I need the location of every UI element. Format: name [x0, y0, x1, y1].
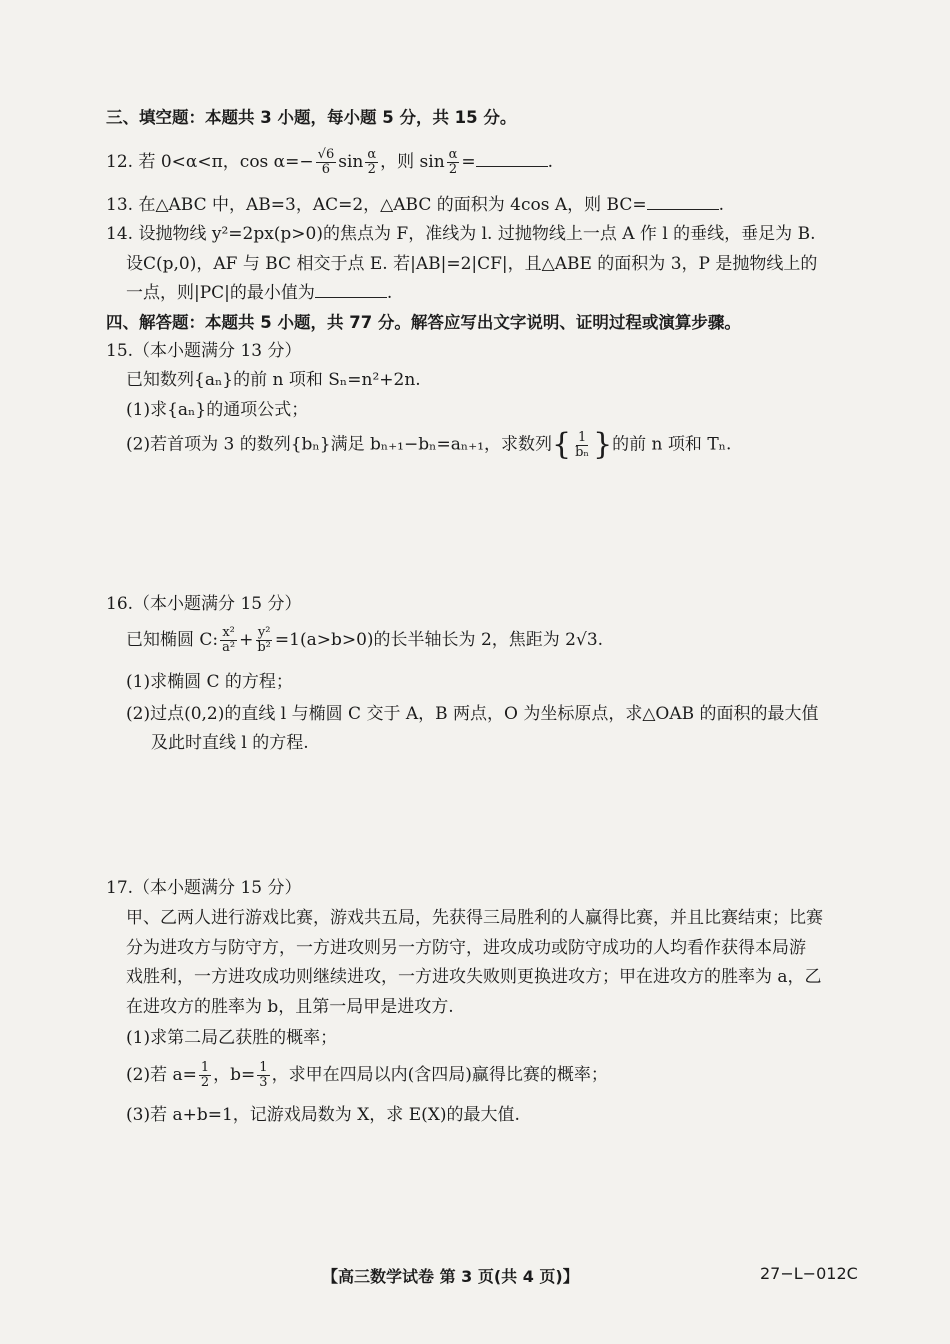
q12-mid: sin — [338, 152, 364, 172]
q14-answer-blank[interactable] — [315, 281, 387, 298]
q16-plus: + — [239, 630, 254, 650]
q17-frac-a: $\frac{1}{2}$ — [200, 1060, 210, 1090]
q15-stem: 已知数列{aₙ}的前 n 项和 Sₙ=n²+2n. — [126, 370, 421, 390]
q16-part-2a: (2)过点(0,2)的直线 l 与椭圆 C 交于 A，B 两点，O 为坐标原点，求△OAB 的面积的最大值 — [126, 704, 819, 724]
q17-title: 17.（本小题满分 15 分） — [106, 878, 302, 898]
q15-p2-lead: (2)若首项为 3 的数列{bₙ}满足 bₙ₊₁−bₙ=aₙ₊₁，求数列 — [126, 434, 553, 455]
q16-title: 16.（本小题满分 15 分） — [106, 594, 302, 614]
q17-p2-tail: ，求甲在四局以内(含四局)赢得比赛的概率； — [271, 1065, 608, 1085]
q12-end: . — [547, 152, 554, 172]
question-12 — [106, 148, 553, 177]
q14-end: . — [386, 283, 393, 303]
q16-frac-a: $\frac{\text{x²}}{\text{a²}}$ — [222, 625, 236, 655]
q17-part-2 — [126, 1061, 608, 1090]
q12-tail: = — [461, 152, 476, 172]
q12-mid2: ，则 sin — [380, 152, 445, 172]
q17-part-1: (1)求第二局乙获胜的概率； — [126, 1028, 338, 1048]
q12-frac-3: $\frac{\alpha}{2}$ — [448, 147, 458, 177]
q17-p2-lead: (2)若 a= — [126, 1065, 197, 1085]
question-13 — [106, 193, 724, 217]
q16-stem — [126, 626, 603, 655]
q17-line-3: 戏胜利，一方进攻成功则继续进攻，一方进攻失败则更换进攻方；甲在进攻方的胜率为 a，乙 — [126, 967, 822, 987]
q17-part-3: (3)若 a+b=1，记游戏局数为 X，求 E(X)的最大值. — [126, 1105, 520, 1125]
q15-part-2: (2)若首项为 3 的数列{bₙ}满足 bₙ₊₁−bₙ=aₙ₊₁，求数列{ $\frac{1}{\text{bₙ}}$ }的前 n 项和 Tₙ. — [126, 427, 732, 462]
q14-line-3: 一点，则|PC|的最小值为 — [126, 283, 315, 303]
q14-line-1: 14. 设抛物线 y²=2px(p>0)的焦点为 F，准线为 l. 过抛物线上一点 A 作 l 的垂线，垂足为 B. — [106, 224, 816, 244]
exam-code: 27−L−012C — [760, 1264, 858, 1283]
q16-stem-lead: 已知椭圆 C: — [126, 630, 219, 650]
q16-stem-tail: =1(a>b>0)的长半轴长为 2，焦距为 2√3. — [274, 630, 604, 650]
q17-line-2: 分为进攻方与防守方，一方进攻则另一方防守，进攻成功或防守成功的人均看作获得本局游 — [126, 938, 806, 958]
q12-frac-2: $\frac{\alpha}{2}$ — [367, 147, 377, 177]
q13-text: 13. 在△ABC 中，AB=3，AC=2，△ABC 的面积为 4cos A，则 BC= — [106, 195, 647, 215]
q15-title: 15.（本小题满分 13 分） — [106, 341, 302, 361]
section4-heading: 四、解答题：本题共 5 小题，共 77 分。解答应写出文字说明、证明过程或演算步骤。 — [106, 313, 741, 332]
q12-frac-1: $\frac{√6}{6}$ — [317, 147, 335, 177]
q12-lead: 12. 若 0<α<π，cos α=− — [106, 152, 314, 172]
q15-p2-frac: $\frac{1}{\text{bₙ}}$ — [575, 429, 590, 460]
q16-frac-b: $\frac{\text{y²}}{\text{b²}}$ — [257, 625, 271, 655]
q17-p2-mid: ，b= — [213, 1065, 256, 1085]
q17-line-4: 在进攻方的胜率为 b，且第一局甲是进攻方. — [126, 997, 454, 1017]
q16-part-2b: 及此时直线 l 的方程. — [151, 733, 309, 753]
page-footer: 【高三数学试卷 第 3 页(共 4 页)】 — [322, 1267, 579, 1286]
q12-answer-blank[interactable] — [476, 150, 548, 167]
q14-line-2: 设C(p,0)，AF 与 BC 相交于点 E. 若|AB|=2|CF|，且△ABE 的面积为 3，P 是抛物线上的 — [126, 254, 818, 274]
bleed-through-text — [600, 578, 605, 596]
question-14-line-3 — [126, 281, 392, 305]
q15-part-1: (1)求{aₙ}的通项公式； — [126, 400, 309, 420]
q13-answer-blank[interactable] — [647, 193, 719, 210]
q13-end: . — [718, 195, 725, 215]
q15-p2-tail: 的前 n 项和 Tₙ. — [612, 434, 732, 455]
q17-frac-b: $\frac{1}{3}$ — [259, 1060, 268, 1090]
section3-heading: 三、填空题：本题共 3 小题，每小题 5 分，共 15 分。 — [106, 108, 517, 127]
q17-line-1: 甲、乙两人进行游戏比赛，游戏共五局，先获得三局胜利的人赢得比赛，并且比赛结束；比赛 — [126, 908, 823, 928]
q16-part-1: (1)求椭圆 C 的方程； — [126, 672, 293, 692]
